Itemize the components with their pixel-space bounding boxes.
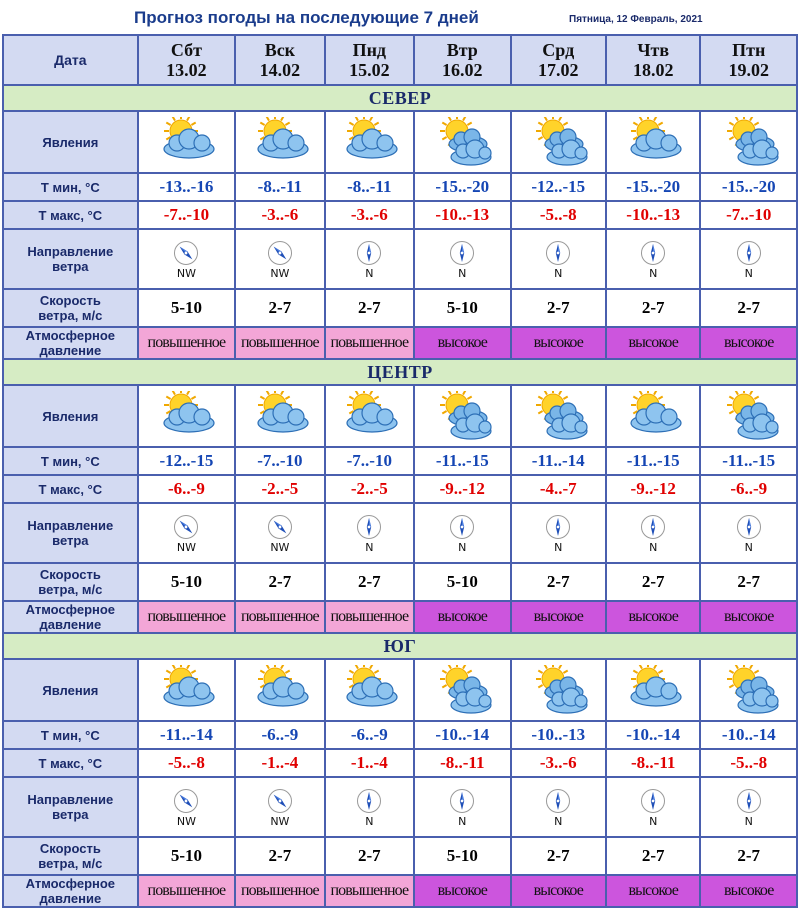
wind-speed-value: 5-10: [138, 289, 235, 327]
wind-speed-label: [3, 289, 138, 327]
phenomena-label: [3, 659, 138, 721]
tmin-value: -10..-13: [511, 721, 606, 749]
pressure-value: высокое: [700, 327, 797, 359]
phenomena-label: [3, 111, 138, 173]
wind-direction-value: NW: [270, 267, 290, 280]
tmin-row: [3, 447, 797, 475]
compass-icon: [415, 788, 509, 814]
tmin-row: [3, 173, 797, 201]
compass-icon: [139, 788, 234, 814]
phenomena-label-text: Явления: [42, 682, 99, 698]
day-name: Сбт: [170, 40, 202, 60]
day-header: [700, 35, 797, 85]
compass-icon: [512, 514, 605, 540]
compass-icon: [607, 788, 699, 814]
sun-cloud-icon: [235, 385, 324, 447]
tmin-value: -12..-15: [138, 447, 235, 475]
phenomena-row: [3, 385, 797, 447]
wind-direction-cell: [235, 503, 324, 563]
day-name: Птн: [732, 40, 766, 60]
tmax-value: -5..-8: [511, 201, 606, 229]
pressure-value: повышенное: [325, 601, 414, 633]
tmin-value: -10..-14: [700, 721, 797, 749]
day-header: [138, 35, 235, 85]
day-date: 15.02: [349, 60, 390, 80]
tmax-value: -7..-10: [700, 201, 797, 229]
tmin-value: -11..-14: [138, 721, 235, 749]
tmax-value: -4..-7: [511, 475, 606, 503]
tmin-label: [3, 173, 138, 201]
tmax-label-text: Т макс, °С: [38, 207, 103, 223]
wind-speed-label-text: ветра, м/с: [38, 582, 103, 597]
tmax-value: -1..-4: [235, 749, 324, 777]
wind-speed-label-text: ветра, м/с: [38, 856, 103, 871]
day-date: 17.02: [538, 60, 579, 80]
wind-speed-value: 2-7: [511, 837, 606, 875]
wind-speed-value: 2-7: [235, 289, 324, 327]
wind-speed-label-text: ветра, м/с: [38, 308, 103, 323]
pressure-label-text: Атмосферное: [25, 876, 116, 891]
wind-direction-cell: [700, 503, 797, 563]
wind-direction-value: N: [365, 815, 374, 828]
tmin-value: -11..-14: [511, 447, 606, 475]
wind-direction-cell: [606, 503, 700, 563]
compass-icon: [512, 240, 605, 266]
sun-cloud-icon: [235, 659, 324, 721]
day-date: 13.02: [166, 60, 207, 80]
tmin-value: -7..-10: [235, 447, 324, 475]
tmin-row: [3, 721, 797, 749]
tmax-value: -6..-9: [700, 475, 797, 503]
wind-direction-cell: [138, 229, 235, 289]
tmin-label: [3, 447, 138, 475]
sun-cloud-icon: [606, 111, 700, 173]
day-header: [511, 35, 606, 85]
wind-direction-value: N: [365, 541, 374, 554]
pressure-value: высокое: [511, 601, 606, 633]
sun-clouds-icon: [414, 385, 510, 447]
tmin-value: -12..-15: [511, 173, 606, 201]
day-date: 18.02: [632, 60, 674, 80]
region-name: СЕВЕР: [3, 85, 797, 111]
tmin-value: -15..-20: [700, 173, 797, 201]
page-title: Прогноз погоды на последующие 7 дней: [134, 8, 479, 27]
sun-cloud-icon: [235, 111, 324, 173]
compass-icon: [607, 514, 699, 540]
tmax-value: -9..-12: [414, 475, 510, 503]
pressure-label: [3, 875, 138, 907]
tmax-row: [3, 201, 797, 229]
wind-speed-label-text: Скорость: [39, 567, 101, 582]
wind-direction-label-text: ветра: [52, 807, 89, 822]
sun-cloud-icon: [325, 659, 414, 721]
tmin-value: -6..-9: [235, 721, 324, 749]
pressure-value: повышенное: [325, 327, 414, 359]
tmax-label-text: Т макс, °С: [38, 481, 103, 497]
wind-speed-label-text: Скорость: [39, 293, 101, 308]
sun-cloud-icon: [325, 385, 414, 447]
compass-icon: [512, 788, 605, 814]
wind-speed-row: [3, 837, 797, 875]
tmax-row: [3, 475, 797, 503]
wind-direction-label-text: ветра: [52, 533, 89, 548]
wind-direction-value: N: [744, 815, 753, 828]
wind-speed-label: [3, 837, 138, 875]
day-name: Втр: [446, 40, 478, 60]
wind-direction-cell: [138, 777, 235, 837]
tmin-label-text: Т мин, °С: [40, 179, 100, 195]
day-date: 19.02: [728, 60, 769, 80]
wind-direction-value: N: [744, 267, 753, 280]
compass-icon: [139, 240, 234, 266]
region-header-row: [3, 359, 797, 385]
pressure-value: повышенное: [235, 875, 324, 907]
tmin-value: -7..-10: [325, 447, 414, 475]
compass-icon: [326, 788, 413, 814]
wind-direction-cell: [414, 777, 510, 837]
forecast-table: [2, 34, 798, 908]
region-header-row: [3, 85, 797, 111]
wind-direction-cell: [700, 777, 797, 837]
day-header: [325, 35, 414, 85]
wind-direction-value: N: [458, 541, 467, 554]
compass-icon: [415, 514, 509, 540]
wind-speed-value: 2-7: [606, 563, 700, 601]
tmax-value: -7..-10: [138, 201, 235, 229]
sun-clouds-icon: [511, 385, 606, 447]
sun-cloud-icon: [606, 385, 700, 447]
wind-direction-cell: [414, 229, 510, 289]
day-header: [414, 35, 510, 85]
pressure-value: высокое: [511, 327, 606, 359]
pressure-value: высокое: [414, 327, 510, 359]
date-column-header: Дата: [3, 35, 138, 85]
day-name: Срд: [542, 40, 575, 60]
tmax-value: -2..-5: [325, 475, 414, 503]
sun-clouds-icon: [414, 659, 510, 721]
current-date: Пятница, 12 Февраль, 2021: [569, 14, 703, 25]
wind-speed-value: 2-7: [325, 563, 414, 601]
pressure-label: [3, 601, 138, 633]
wind-direction-label-text: Направление: [27, 518, 114, 533]
wind-direction-cell: [325, 229, 414, 289]
wind-direction-cell: [606, 777, 700, 837]
region-name: ЦЕНТР: [3, 359, 797, 385]
pressure-row: [3, 327, 797, 359]
wind-direction-value: N: [649, 815, 658, 828]
wind-speed-value: 5-10: [414, 563, 510, 601]
pressure-value: высокое: [511, 875, 606, 907]
tmin-label-text: Т мин, °С: [40, 727, 100, 743]
tmin-value: -13..-16: [138, 173, 235, 201]
phenomena-row: [3, 111, 797, 173]
tmin-value: -11..-15: [606, 447, 700, 475]
wind-direction-value: N: [649, 541, 658, 554]
pressure-value: повышенное: [235, 327, 324, 359]
wind-speed-value: 2-7: [511, 563, 606, 601]
tmin-label-text: Т мин, °С: [40, 453, 100, 469]
wind-direction-value: N: [744, 541, 753, 554]
day-name: Пнд: [352, 40, 387, 60]
pressure-value: высокое: [700, 875, 797, 907]
wind-speed-row: [3, 289, 797, 327]
day-header: [235, 35, 324, 85]
phenomena-label: [3, 385, 138, 447]
wind-direction-cell: [235, 777, 324, 837]
tmax-value: -8..-11: [606, 749, 700, 777]
wind-direction-value: NW: [270, 815, 290, 828]
wind-direction-label: [3, 503, 138, 563]
sun-cloud-icon: [325, 111, 414, 173]
pressure-value: высокое: [606, 601, 700, 633]
wind-direction-label-text: Направление: [27, 244, 114, 259]
wind-direction-label-text: Направление: [27, 792, 114, 807]
tmax-value: -10..-13: [606, 201, 700, 229]
tmax-label: [3, 749, 138, 777]
wind-direction-cell: [511, 503, 606, 563]
wind-speed-label-text: Скорость: [39, 841, 101, 856]
tmin-value: -8..-11: [235, 173, 324, 201]
tmax-label: [3, 475, 138, 503]
wind-direction-value: N: [458, 267, 467, 280]
wind-direction-row: [3, 503, 797, 563]
tmax-label: [3, 201, 138, 229]
wind-direction-cell: [414, 503, 510, 563]
tmin-value: -8..-11: [325, 173, 414, 201]
tmin-value: -15..-20: [606, 173, 700, 201]
tmin-value: -11..-15: [700, 447, 797, 475]
days-header-row: [3, 35, 797, 85]
wind-direction-row: [3, 229, 797, 289]
tmax-value: -9..-12: [606, 475, 700, 503]
compass-icon: [139, 514, 234, 540]
pressure-value: повышенное: [138, 875, 235, 907]
tmax-row: [3, 749, 797, 777]
pressure-value: высокое: [700, 601, 797, 633]
region-name: ЮГ: [3, 633, 797, 659]
wind-speed-value: 2-7: [606, 837, 700, 875]
day-date: 16.02: [442, 60, 483, 80]
pressure-value: высокое: [606, 327, 700, 359]
pressure-row: [3, 601, 797, 633]
sun-cloud-icon: [138, 659, 235, 721]
tmax-value: -2..-5: [235, 475, 324, 503]
pressure-value: повышенное: [138, 327, 235, 359]
wind-direction-label: [3, 229, 138, 289]
compass-icon: [701, 788, 796, 814]
compass-icon: [236, 514, 323, 540]
wind-speed-value: 2-7: [235, 563, 324, 601]
wind-speed-value: 2-7: [700, 563, 797, 601]
wind-direction-value: N: [554, 815, 563, 828]
phenomena-row: [3, 659, 797, 721]
sun-clouds-icon: [511, 111, 606, 173]
compass-icon: [415, 240, 509, 266]
compass-icon: [236, 240, 323, 266]
wind-direction-cell: [325, 777, 414, 837]
pressure-value: высокое: [606, 875, 700, 907]
page-header: [0, 0, 800, 34]
wind-direction-value: N: [554, 267, 563, 280]
wind-speed-value: 2-7: [700, 837, 797, 875]
wind-speed-value: 2-7: [325, 289, 414, 327]
pressure-label-text: давление: [39, 617, 102, 632]
tmax-value: -3..-6: [325, 201, 414, 229]
wind-direction-cell: [606, 229, 700, 289]
sun-clouds-icon: [700, 659, 797, 721]
wind-direction-value: NW: [270, 541, 290, 554]
pressure-value: высокое: [414, 601, 510, 633]
day-name: Вск: [264, 40, 296, 60]
wind-direction-value: N: [458, 815, 467, 828]
tmin-value: -10..-14: [414, 721, 510, 749]
wind-direction-cell: [700, 229, 797, 289]
wind-speed-value: 5-10: [138, 563, 235, 601]
phenomena-label-text: Явления: [42, 408, 99, 424]
sun-clouds-icon: [700, 111, 797, 173]
pressure-label: [3, 327, 138, 359]
day-date: 14.02: [259, 60, 301, 80]
wind-direction-cell: [138, 503, 235, 563]
region-header-row: [3, 633, 797, 659]
tmax-label-text: Т макс, °С: [38, 755, 103, 771]
sun-clouds-icon: [511, 659, 606, 721]
sun-clouds-icon: [700, 385, 797, 447]
wind-direction-value: N: [649, 267, 658, 280]
wind-speed-value: 5-10: [138, 837, 235, 875]
wind-direction-label-text: ветра: [52, 259, 89, 274]
pressure-value: повышенное: [325, 875, 414, 907]
tmin-value: -11..-15: [414, 447, 510, 475]
tmin-label: [3, 721, 138, 749]
wind-speed-value: 5-10: [414, 837, 510, 875]
wind-speed-value: 2-7: [606, 289, 700, 327]
wind-direction-row: [3, 777, 797, 837]
tmax-value: -6..-9: [138, 475, 235, 503]
tmax-value: -3..-6: [511, 749, 606, 777]
wind-speed-value: 2-7: [325, 837, 414, 875]
wind-direction-value: N: [554, 541, 563, 554]
compass-icon: [701, 514, 796, 540]
wind-direction-cell: [511, 229, 606, 289]
tmin-value: -15..-20: [414, 173, 510, 201]
compass-icon: [326, 514, 413, 540]
compass-icon: [701, 240, 796, 266]
pressure-row: [3, 875, 797, 907]
wind-direction-value: NW: [176, 815, 196, 828]
phenomena-label-text: Явления: [42, 134, 99, 150]
pressure-value: повышенное: [138, 601, 235, 633]
sun-cloud-icon: [138, 111, 235, 173]
tmax-value: -10..-13: [414, 201, 510, 229]
wind-direction-cell: [511, 777, 606, 837]
tmax-value: -3..-6: [235, 201, 324, 229]
sun-cloud-icon: [138, 385, 235, 447]
tmax-value: -5..-8: [138, 749, 235, 777]
wind-speed-value: 2-7: [700, 289, 797, 327]
tmax-value: -5..-8: [700, 749, 797, 777]
tmax-value: -8..-11: [414, 749, 510, 777]
tmin-value: -6..-9: [325, 721, 414, 749]
wind-direction-value: NW: [176, 267, 196, 280]
wind-speed-value: 2-7: [511, 289, 606, 327]
pressure-value: повышенное: [235, 601, 324, 633]
wind-speed-label: [3, 563, 138, 601]
pressure-label-text: давление: [39, 343, 102, 358]
sun-cloud-icon: [606, 659, 700, 721]
compass-icon: [236, 788, 323, 814]
tmin-value: -10..-14: [606, 721, 700, 749]
wind-direction-label: [3, 777, 138, 837]
wind-speed-value: 2-7: [235, 837, 324, 875]
compass-icon: [326, 240, 413, 266]
day-name: Чтв: [637, 40, 670, 60]
day-header: [606, 35, 700, 85]
wind-direction-cell: [235, 229, 324, 289]
pressure-value: высокое: [414, 875, 510, 907]
wind-speed-value: 5-10: [414, 289, 510, 327]
wind-direction-value: NW: [176, 541, 196, 554]
sun-clouds-icon: [414, 111, 510, 173]
pressure-label-text: Атмосферное: [25, 328, 116, 343]
wind-direction-value: N: [365, 267, 374, 280]
pressure-label-text: давление: [39, 891, 102, 906]
tmax-value: -1..-4: [325, 749, 414, 777]
wind-direction-cell: [325, 503, 414, 563]
wind-speed-row: [3, 563, 797, 601]
pressure-label-text: Атмосферное: [25, 602, 116, 617]
compass-icon: [607, 240, 699, 266]
